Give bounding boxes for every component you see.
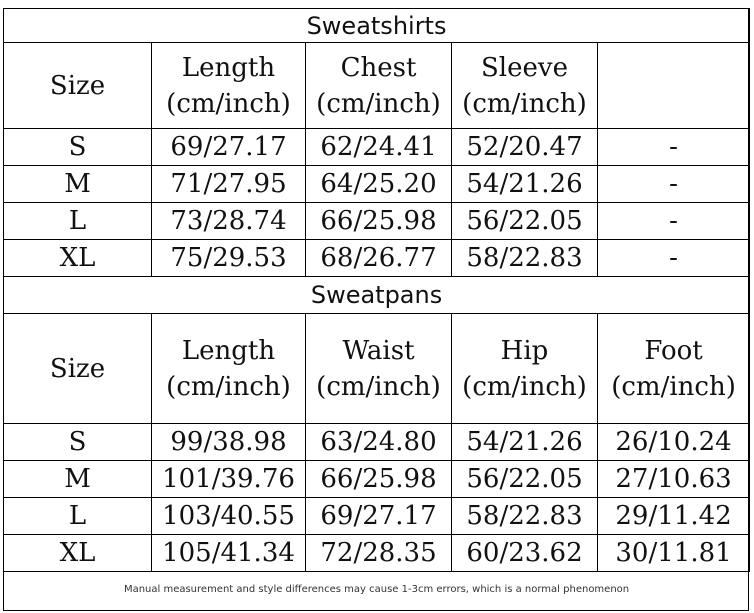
length-cell: 101/39.76: [152, 461, 306, 498]
chest-cell: 68/26.77: [306, 240, 452, 277]
size-cell: L: [4, 498, 152, 535]
footnote: Manual measurement and style differences may cause 1-3cm errors, which is a normal phenomenon: [4, 572, 750, 608]
size-chart: [3, 8, 749, 611]
empty-cell: -: [598, 240, 750, 277]
length-cell: 69/27.17: [152, 129, 306, 166]
waist-cell: 72/28.35: [306, 535, 452, 572]
table-row: [4, 498, 750, 535]
table-row: [4, 424, 750, 461]
size-cell: M: [4, 461, 152, 498]
sleeve-cell: 56/22.05: [452, 203, 598, 240]
table-row: [4, 166, 750, 203]
sweatshirts-header-chest: Chest (cm/inch): [306, 43, 452, 129]
sweatpants-header-size: Size: [4, 314, 152, 424]
hip-cell: 60/23.62: [452, 535, 598, 572]
sleeve-cell: 54/21.26: [452, 166, 598, 203]
size-chart-table: [3, 8, 750, 608]
table-row: [4, 240, 750, 277]
sleeve-cell: 58/22.83: [452, 240, 598, 277]
sweatshirts-header-size: Size: [4, 43, 152, 129]
foot-cell: 30/11.81: [598, 535, 750, 572]
hip-cell: 58/22.83: [452, 498, 598, 535]
length-cell: 73/28.74: [152, 203, 306, 240]
foot-cell: 26/10.24: [598, 424, 750, 461]
sweatshirts-header-row: [4, 43, 750, 129]
chest-cell: 62/24.41: [306, 129, 452, 166]
sweatshirts-title: Sweatshirts: [4, 9, 750, 43]
size-cell: S: [4, 129, 152, 166]
foot-cell: 27/10.63: [598, 461, 750, 498]
size-cell: XL: [4, 240, 152, 277]
size-cell: S: [4, 424, 152, 461]
empty-cell: -: [598, 129, 750, 166]
length-cell: 103/40.55: [152, 498, 306, 535]
waist-cell: 63/24.80: [306, 424, 452, 461]
length-cell: 71/27.95: [152, 166, 306, 203]
chest-cell: 64/25.20: [306, 166, 452, 203]
sleeve-cell: 52/20.47: [452, 129, 598, 166]
chest-cell: 66/25.98: [306, 203, 452, 240]
sweatshirts-header-length: Length (cm/inch): [152, 43, 306, 129]
table-row: [4, 203, 750, 240]
length-cell: 75/29.53: [152, 240, 306, 277]
sweatshirts-header-empty: [598, 43, 750, 129]
sweatpants-title: Sweatpans: [4, 277, 750, 314]
table-row: [4, 461, 750, 498]
table-row: [4, 535, 750, 572]
sweatpants-header-row: [4, 314, 750, 424]
empty-cell: -: [598, 166, 750, 203]
sweatpants-header-length: Length (cm/inch): [152, 314, 306, 424]
sweatpants-header-foot: Foot (cm/inch): [598, 314, 750, 424]
hip-cell: 54/21.26: [452, 424, 598, 461]
foot-cell: 29/11.42: [598, 498, 750, 535]
size-cell: M: [4, 166, 152, 203]
length-cell: 105/41.34: [152, 535, 306, 572]
waist-cell: 69/27.17: [306, 498, 452, 535]
size-cell: L: [4, 203, 152, 240]
waist-cell: 66/25.98: [306, 461, 452, 498]
hip-cell: 56/22.05: [452, 461, 598, 498]
sweatpants-header-waist: Waist (cm/inch): [306, 314, 452, 424]
sweatpants-header-hip: Hip (cm/inch): [452, 314, 598, 424]
empty-cell: -: [598, 203, 750, 240]
size-cell: XL: [4, 535, 152, 572]
table-row: [4, 129, 750, 166]
sweatshirts-header-sleeve: Sleeve (cm/inch): [452, 43, 598, 129]
length-cell: 99/38.98: [152, 424, 306, 461]
